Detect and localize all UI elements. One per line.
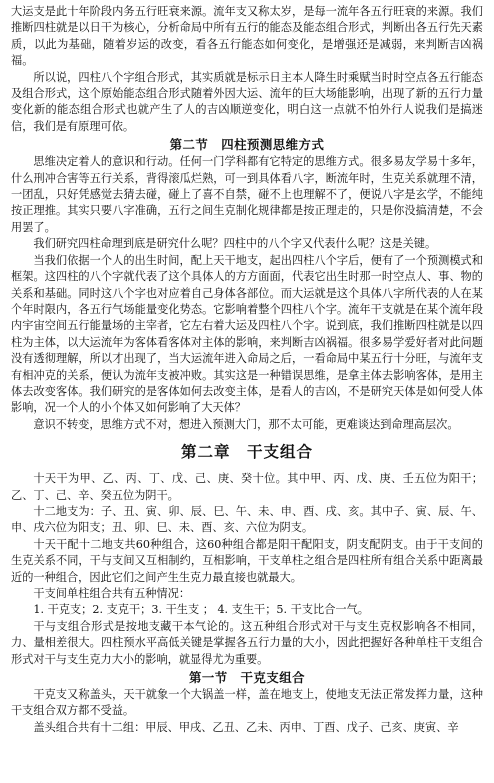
body-paragraph: 当我们依据一个人的出生时间，配上天干地支，起出四柱八个字后，便有了一个预测模式和框架。这四柱的八个字就代表了这个具体人的方方面面，代表它出生时那一时空点人、事、物的关系和基础。同时这八个字也对应着自己身体各部位。而大运就是这个具体八字所代表的人在某个年时限内，各五行气场能量变化势态。它影响着整个四柱八个字。流年干支就是在某个流年段内宇宙空间五行能量场的主宰者，它左右着大运及四柱八个字。说到底，我们推断四柱就是以四柱为主体，以大运流年为客体看客体对主体的影响，来判断吉凶祸福。很多易学爱好者对此问题没有透彻理解，所以才出现了，当大运流年进入命局之后，一看命局中某五行十分旺，与流年支有相冲克的关系，便认为流年支被冲败。其实这是一种错误思维，是拿主体去影响客体，是用主体去改变客体。我们研究的是客体如何去改变主体，是看人的吉凶，不是研究天体是如何受人体影响，况一个人的小个体又如何影响了大天体？: [11, 253, 483, 415]
section-heading: 第一节 干克支组合: [188, 670, 305, 686]
body-paragraph: 意识不转变，思维方式不对，想进入预测大门，那不太可能，更难谈达到命理高层次。: [33, 417, 459, 431]
body-paragraph: 思维决定着人的意识和行动。任何一门学科都有它特定的思维方式。很多易友学易十多年，什么刑冲合害等五行关系，背得滚瓜烂熟，可一到具体看八字，断流年时，生克关系就理不清，一团乱，只好凭感觉去猜去碰，碰上了喜不自禁，碰不上也理解不了，便说八字是玄学，不能纯按正理推。其实只要八字准确，五行之间生克制化规律都是按正理走的，只是你没搞清楚，不会用罢了。: [11, 155, 483, 234]
body-paragraph: 盖头组合共有十二组：甲辰、甲戌、乙丑、乙未、丙申、丁酉、戊子、己亥、庚寅、辛: [33, 720, 459, 734]
body-paragraph: 我们研究四柱命理到底是研究什么呢？四柱中的八个字又代表什么呢？这是关键。: [33, 237, 437, 251]
body-paragraph: 大运支是此十年阶段内务五行旺衰来源。流年支又称太岁，是每一流年各五行旺衰的来源。我们推断四柱就是以日干为核心，分析命局中所有五行的能态及能态组合形式，判断出各五行先天素质，以此为基础，随着岁运的改变，看各五行能态如何变化，是增强还是减弱，来判断吉凶祸福。: [11, 5, 483, 68]
body-paragraph: 干支间单柱组合共有五种情况：: [33, 587, 191, 600]
body-paragraph: 十二地支为：子、丑、寅、卯、辰、巳、午、未、申、酉、戌、亥。其中子、寅、辰、午、申、戌六位为阳支；丑、卯、巳、未、酉、亥、六位为阴支。: [11, 504, 483, 535]
body-paragraph: 十天干配十二地支共60种组合，这60种组合都是阳干配阳支，阴支配阴支。由于干支间的生克关系不同，干与支间又互相制约，互相影响，干支单柱之组合是四柱所有组合关系中距离最近的一种组合，因此它们之间产生生克力最直接也就最大。: [11, 537, 483, 584]
body-paragraph: 干克支又称盖头，天干就象一个大锅盖一样，盖在地支上，使地支无法正常发挥力量，这种干支组合双方都不受益。: [11, 688, 483, 718]
body-paragraph: 所以说，四柱八个字组合形式，其实质就是标示日主本人降生时乘赋当时时空点各五行能态及组合形式，这个原始能态组合形式随着外因大运、流年的巨大场能影响，出现了新的五行力量变化新的能态组合形式也就产生了人的吉凶顺逆变化，明白这一点就不怕外行人说我们是搞迷信，我们是有原理可依。: [11, 70, 483, 133]
body-paragraph: 干与支组合形式是按地支藏干本气论的。这五种组合形式对干与支生克权影响各不相同，力、量相差很大。四柱预水平高低关键是掌握各五行力量的大小，因此把握好各种单柱干支组合形式对干与支生克力大小的影响，就显得尤为重要。: [11, 619, 483, 666]
chapter-heading: 第二章 干支组合: [180, 442, 313, 462]
combination-list: 1. 干克支；2. 支克干；3. 干生支 ； 4. 支生干；5. 干支比合一气。: [33, 603, 369, 617]
body-paragraph: 十天干为甲、乙、丙、丁、戊、己、庚、癸十位。其中甲、丙、戊、庚、壬五位为阳干；乙、丁、己、辛、癸五位为阴干。: [11, 472, 483, 502]
section-heading: 第二节 四柱预测思维方式: [169, 137, 325, 153]
